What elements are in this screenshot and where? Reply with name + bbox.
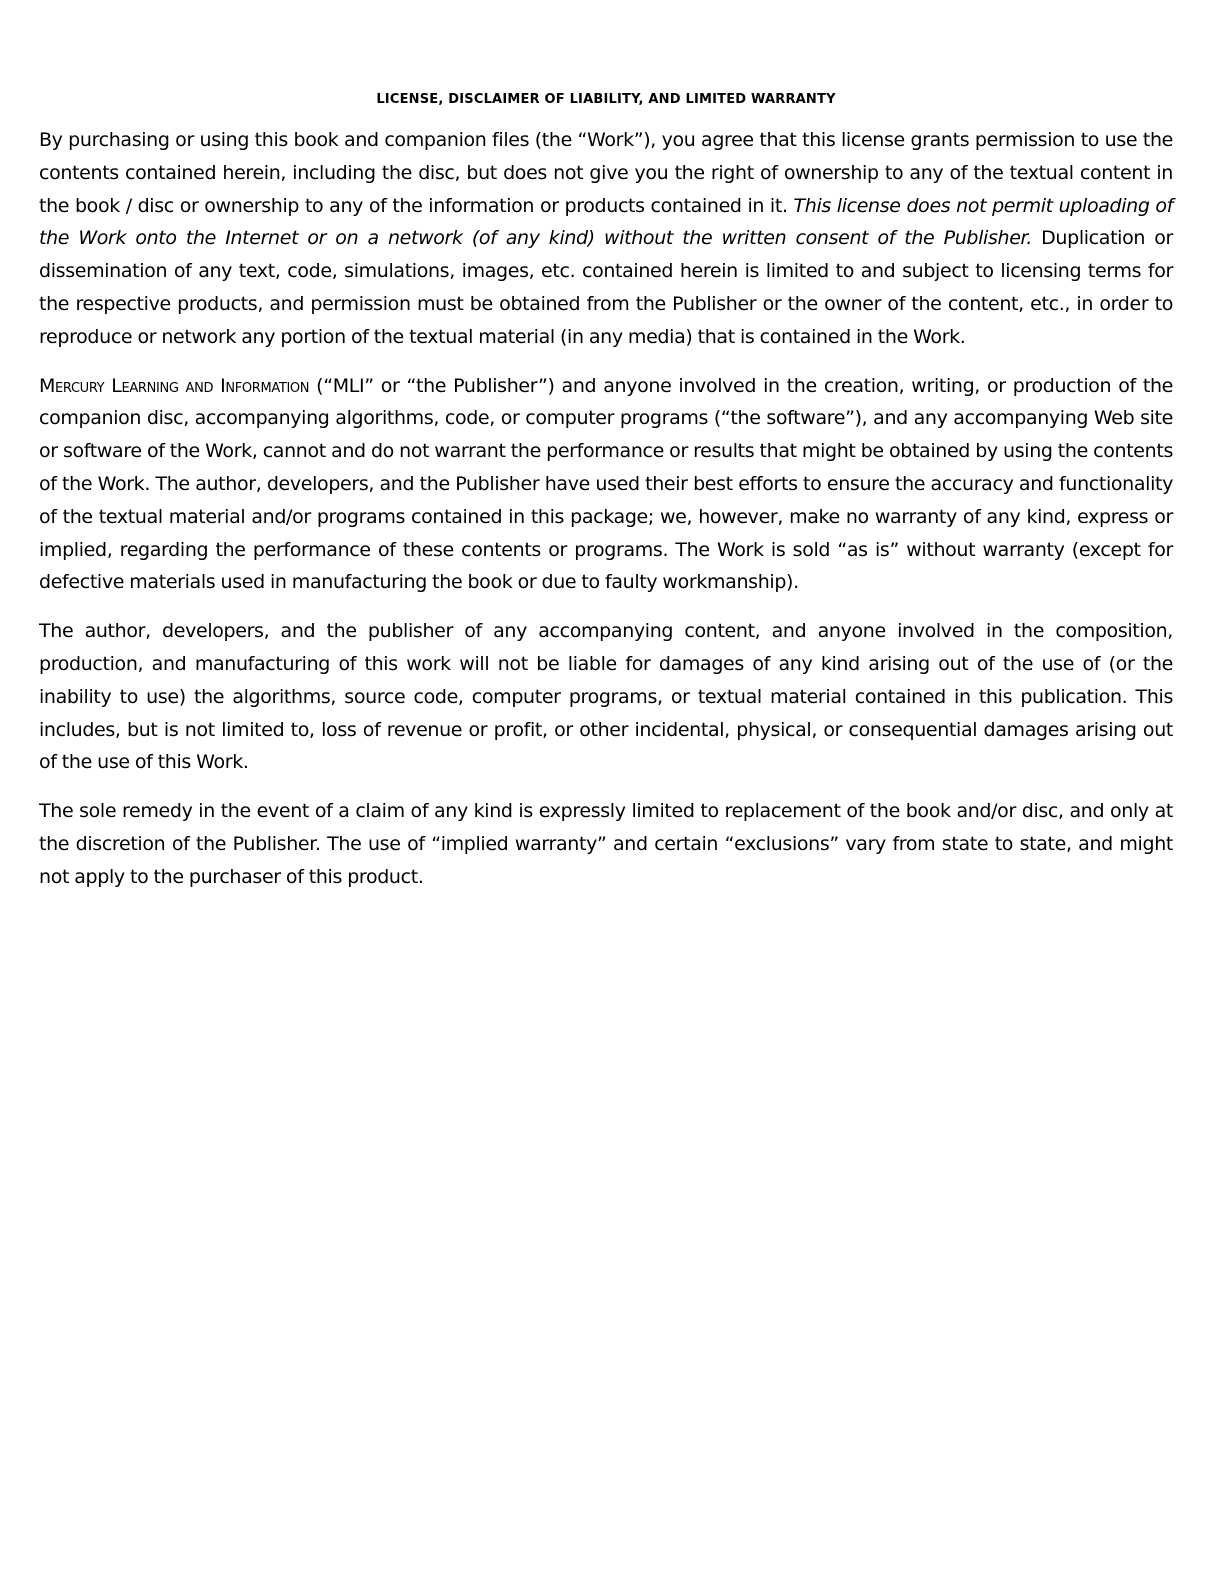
license-grant-text: By purchasing or using this book and companion files (the “Work”), you agree that this license grants permission to use the contents contained herein, including the disc, but does not give you the right of ownership to any of the textual content in the book / disc or ownership to any of the information or products contained in it. [39,129,1173,217]
paragraph-warranty-disclaimer [39,370,1173,600]
warranty-disclaimer-text: (“MLI” or “the Publisher”) and anyone involved in the creation, writing, or production of the companion disc, accompanying algorithms, code, or computer programs (“the software”), and any accompanying Web site or software of the Work, cannot and do not warrant the performance or results that might be obtained by using the contents of the Work. The author, developers, and the Publisher have used their best efforts to ensure the accuracy and functionality of the textual material and/or programs contained in this package; we, however, make no warranty of any kind, express or implied, regarding the performance of these contents or programs. The Work is sold “as is” without warranty (except for defective materials used in manufacturing the book or due to faulty workmanship). [39,374,1173,594]
paragraph-liability [39,615,1173,779]
sole-remedy-text: The sole remedy in the event of a claim of any kind is expressly limited to replacement of the book and/or disc, and only at the discretion of the Publisher. The use of “implied warranty” and certain “exclusions” vary from state to state, and might not apply to the purchaser of this product. [39,800,1173,888]
license-page [39,90,1173,910]
paragraph-sole-remedy [39,795,1173,893]
license-restriction-italic: This license does not permit uploading of the Work onto the Internet or on a network (of any kind) without the written consent of the Publisher. [39,194,1173,250]
page-title: LICENSE, DISCLAIMER OF LIABILITY, AND LIMITED WARRANTY [376,92,836,107]
paragraph-license-grant [39,124,1173,354]
license-duplication-text: Duplication or dissemination of any text, code, simulations, images, etc. contained herein is limited to and subject to licensing terms for the respective products, and permission must be obtained from the Publisher or the owner of the content, etc., in order to reproduce or network any portion of the textual material (in any media) that is contained in the Work. [39,227,1173,348]
liability-text: The author, developers, and the publisher of any accompanying content, and anyone involved in the composition, production, and manufacturing of this work will not be liable for damages of any kind arising out of the use of (or the inability to use) the algorithms, source code, computer programs, or textual material contained in this publication. This includes, but is not limited to, loss of revenue or profit, or other incidental, physical, or consequential damages arising out of the use of this Work. [39,620,1173,774]
publisher-name: Mercury Learning and Information [39,374,310,397]
